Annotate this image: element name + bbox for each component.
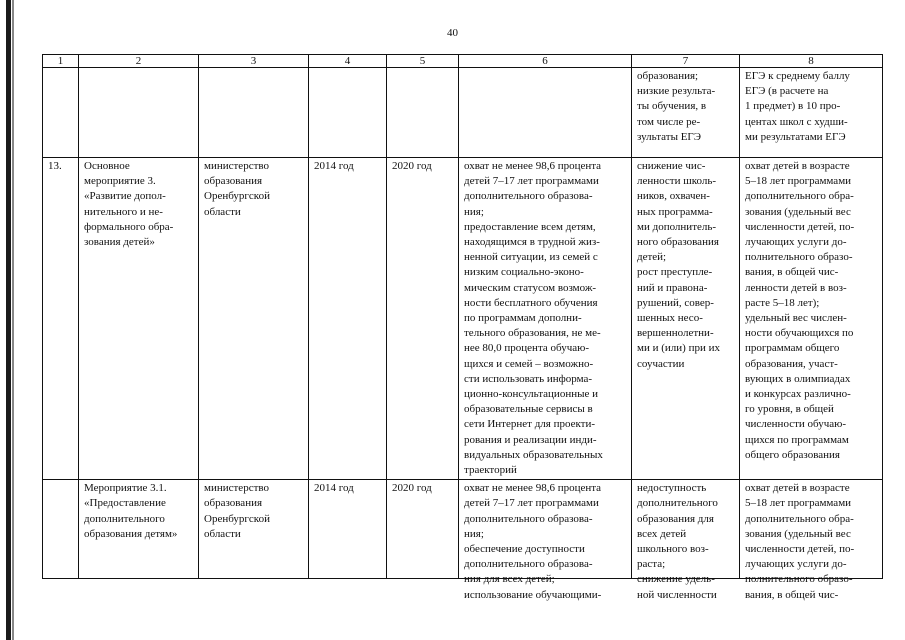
indicator-link-text: охват детей в возрасте 5–18 лет программами дополнительного обра- зования (удельный вес численности детей, по- лучающих услуги до- полнительного образо- вания, в общей чис- [745,482,855,601]
column-number: 3 [199,55,309,68]
table-row [43,158,883,480]
row-number-cell: 13. [43,158,79,480]
activity-name-cell [79,480,199,579]
column-number: 4 [309,55,387,68]
consequences-cell [632,480,740,601]
scan-edge [6,0,11,640]
executor-text: министерство образования Оренбургской области [204,482,270,540]
executor-cell [199,480,309,579]
indicator-link-cell: ЕГЭ к среднему баллу ЕГЭ (в расчете на 1 предмет) в 10 про- центах школ с худши- ми результатами ЕГЭ [740,68,883,158]
row-number-text [48,481,73,577]
start-year-text: 2014 год [314,482,354,495]
expected-result-cell [459,68,632,158]
column-number: 2 [79,55,199,68]
activity-name-cell: Основное мероприятие 3. «Развитие допол- нительного и не- формального обра- зования детей» [79,158,199,480]
end-year-text: 2020 год [392,482,432,495]
row-number-cell [43,480,79,579]
table-row [43,480,883,579]
start-year-cell [309,68,387,158]
end-year-cell [387,480,459,579]
column-number: 7 [632,55,740,68]
expected-result-cell [459,480,632,601]
executor-cell [199,68,309,158]
activity-name-text: Мероприятие 3.1. «Предоставление дополнительного образования детям» [84,482,178,540]
expected-result-text: охват не менее 98,6 процента детей 7–17 лет программами дополнительного образова- ния; обеспечение доступности дополнительного образова- ния для всех детей; использование обучающими- [464,482,602,601]
executor-cell: министерство образования Оренбургской области [199,158,309,480]
column-number: 1 [43,55,79,68]
page-number: 40 [447,27,458,39]
indicator-link-cell: охват детей в возрасте 5–18 лет программами дополнительного обра- зования (удельный вес численности детей, по- лучающих услуги до- полнительного образо- вания, в общей чис- ленности детей в воз- расте 5–18 лет); удельный вес числен- ности обучающихся по программам общего образования, участ- вующих в олимпиадах и конкурсах различно- го уровня, в общей численности обучаю- щихся по программам общего образования [740,158,883,480]
end-year-cell [387,68,459,158]
start-year-cell: 2014 год [309,158,387,480]
start-year-cell [309,480,387,579]
end-year-cell: 2020 год [387,158,459,480]
column-number: 8 [740,55,883,68]
activities-table [42,54,883,601]
column-number: 5 [387,55,459,68]
column-number: 6 [459,55,632,68]
scan-edge-shadow [12,0,14,640]
column-number-row [43,55,883,68]
consequences-cell: образования; низкие результа- ты обучения, в том числе ре- зультаты ЕГЭ [632,68,740,158]
indicator-link-cell [740,480,883,601]
consequences-cell: снижение чис- ленности школь- ников, охвачен- ных программа- ми дополнитель- ного образования детей; рост преступле- ний и правона- рушений, совер- шенных несо- вершеннолетни- ми и (или) при их соучастии [632,158,740,480]
consequences-text: недоступность дополнительного образования для всех детей школьного воз- раста; снижение удель- ной численности [637,482,718,601]
activity-name-cell [79,68,199,158]
expected-result-cell: охват не менее 98,6 процента детей 7–17 лет программами дополнительного образова- ния; предоставление всем детям, находящимся в трудной жиз- ненной ситуации, из семей с низким социально-эконо- мическим статусом возмож- ности бесплатного обучения по программам дополни- тельного образования, не ме- нее 80,0 процента обучаю- щихся и семей – возможно- сти использовать информа- ционно-консультационные и образовательные сервисы в сети Интернет для проекти- рования и реализации инди- видуальных образовательных траекторий [459,158,632,480]
table-row [43,68,883,158]
row-number-cell [43,68,79,158]
